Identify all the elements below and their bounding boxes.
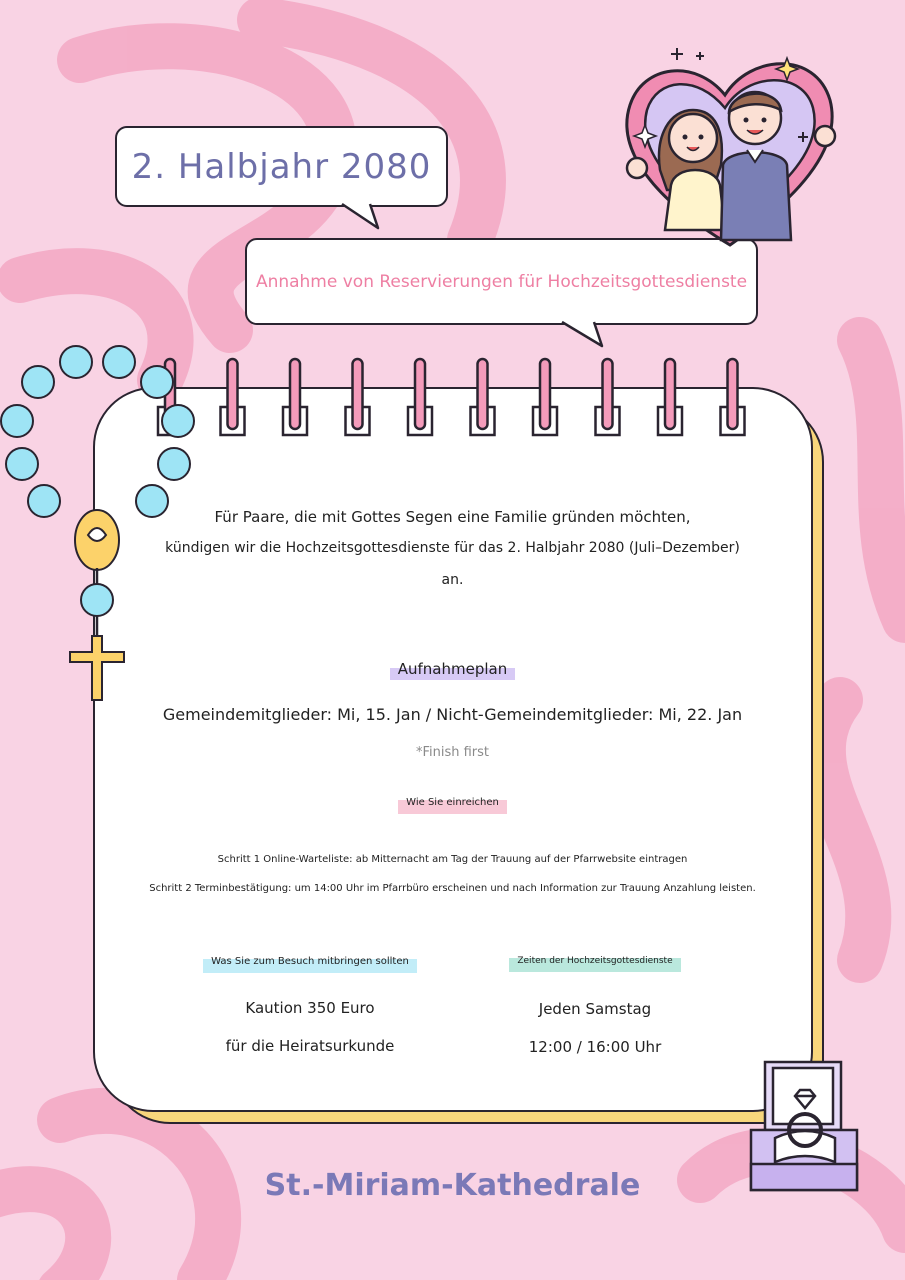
schedule-dates: Gemeindemitglieder: Mi, 15. Jan / Nicht-Gemeindemitglieder: Mi, 22. Jan xyxy=(162,705,743,724)
intro-line-1: Für Paare, die mit Gottes Segen eine Familie gründen möchten, xyxy=(214,508,691,526)
church-name: St.-Miriam-Kathedrale xyxy=(264,1168,641,1203)
intro-line-3: an. xyxy=(441,572,464,588)
times-line-1: Jeden Samstag xyxy=(538,1000,652,1018)
spiral-ring xyxy=(603,359,613,429)
bring-heading-wrap xyxy=(160,956,460,967)
schedule-heading-wrap xyxy=(0,660,905,678)
title-bubble-tail xyxy=(340,202,390,232)
spiral-ring xyxy=(228,359,238,429)
schedule-heading xyxy=(390,660,515,678)
times-heading-wrap xyxy=(445,956,745,966)
spiral-ring xyxy=(353,359,363,429)
subtitle-bubble-tail xyxy=(560,320,610,350)
times-heading xyxy=(509,956,680,966)
notebook-spiral xyxy=(150,355,760,445)
how-heading xyxy=(398,797,507,808)
subtitle: Annahme von Reservierungen für Hochzeitsgottesdienste xyxy=(255,271,748,292)
times-line-2: 12:00 / 16:00 Uhr xyxy=(528,1038,662,1056)
bring-line-1: Kaution 350 Euro xyxy=(245,999,375,1017)
title-bubble xyxy=(115,126,448,207)
spiral-ring xyxy=(540,359,550,429)
bring-heading xyxy=(203,956,417,967)
spiral-ring xyxy=(290,359,300,429)
how-heading-text: Wie Sie einreichen xyxy=(406,797,499,808)
spiral-ring xyxy=(728,359,738,429)
bring-heading-text: Was Sie zum Besuch mitbringen sollten xyxy=(211,956,409,967)
schedule-heading-text: Aufnahmeplan xyxy=(397,660,508,678)
how-heading-wrap xyxy=(0,797,905,808)
page-title: 2. Halbjahr 2080 xyxy=(131,146,432,187)
step-1: Schritt 1 Online-Warteliste: ab Mitternacht am Tag der Trauung auf der Pfarrwebsite eintragen xyxy=(217,854,688,865)
times-column xyxy=(445,956,745,1056)
couple-heart-frame-icon xyxy=(615,40,845,270)
bring-line-2: für die Heiratsurkunde xyxy=(225,1037,395,1055)
intro-line-2: kündigen wir die Hochzeitsgottesdienste für das 2. Halbjahr 2080 (Juli–Dezember) xyxy=(165,540,740,556)
times-heading-text: Zeiten der Hochzeitsgottesdienste xyxy=(517,956,673,966)
spiral-ring xyxy=(415,359,425,429)
step-2: Schritt 2 Terminbestätigung: um 14:00 Uhr im Pfarrbüro erscheinen und nach Information zur Trauung Anzahlung leisten. xyxy=(149,883,756,894)
spiral-ring xyxy=(665,359,675,429)
bring-column xyxy=(160,956,460,1055)
schedule-note: *Finish first xyxy=(415,745,490,760)
spiral-ring xyxy=(478,359,488,429)
